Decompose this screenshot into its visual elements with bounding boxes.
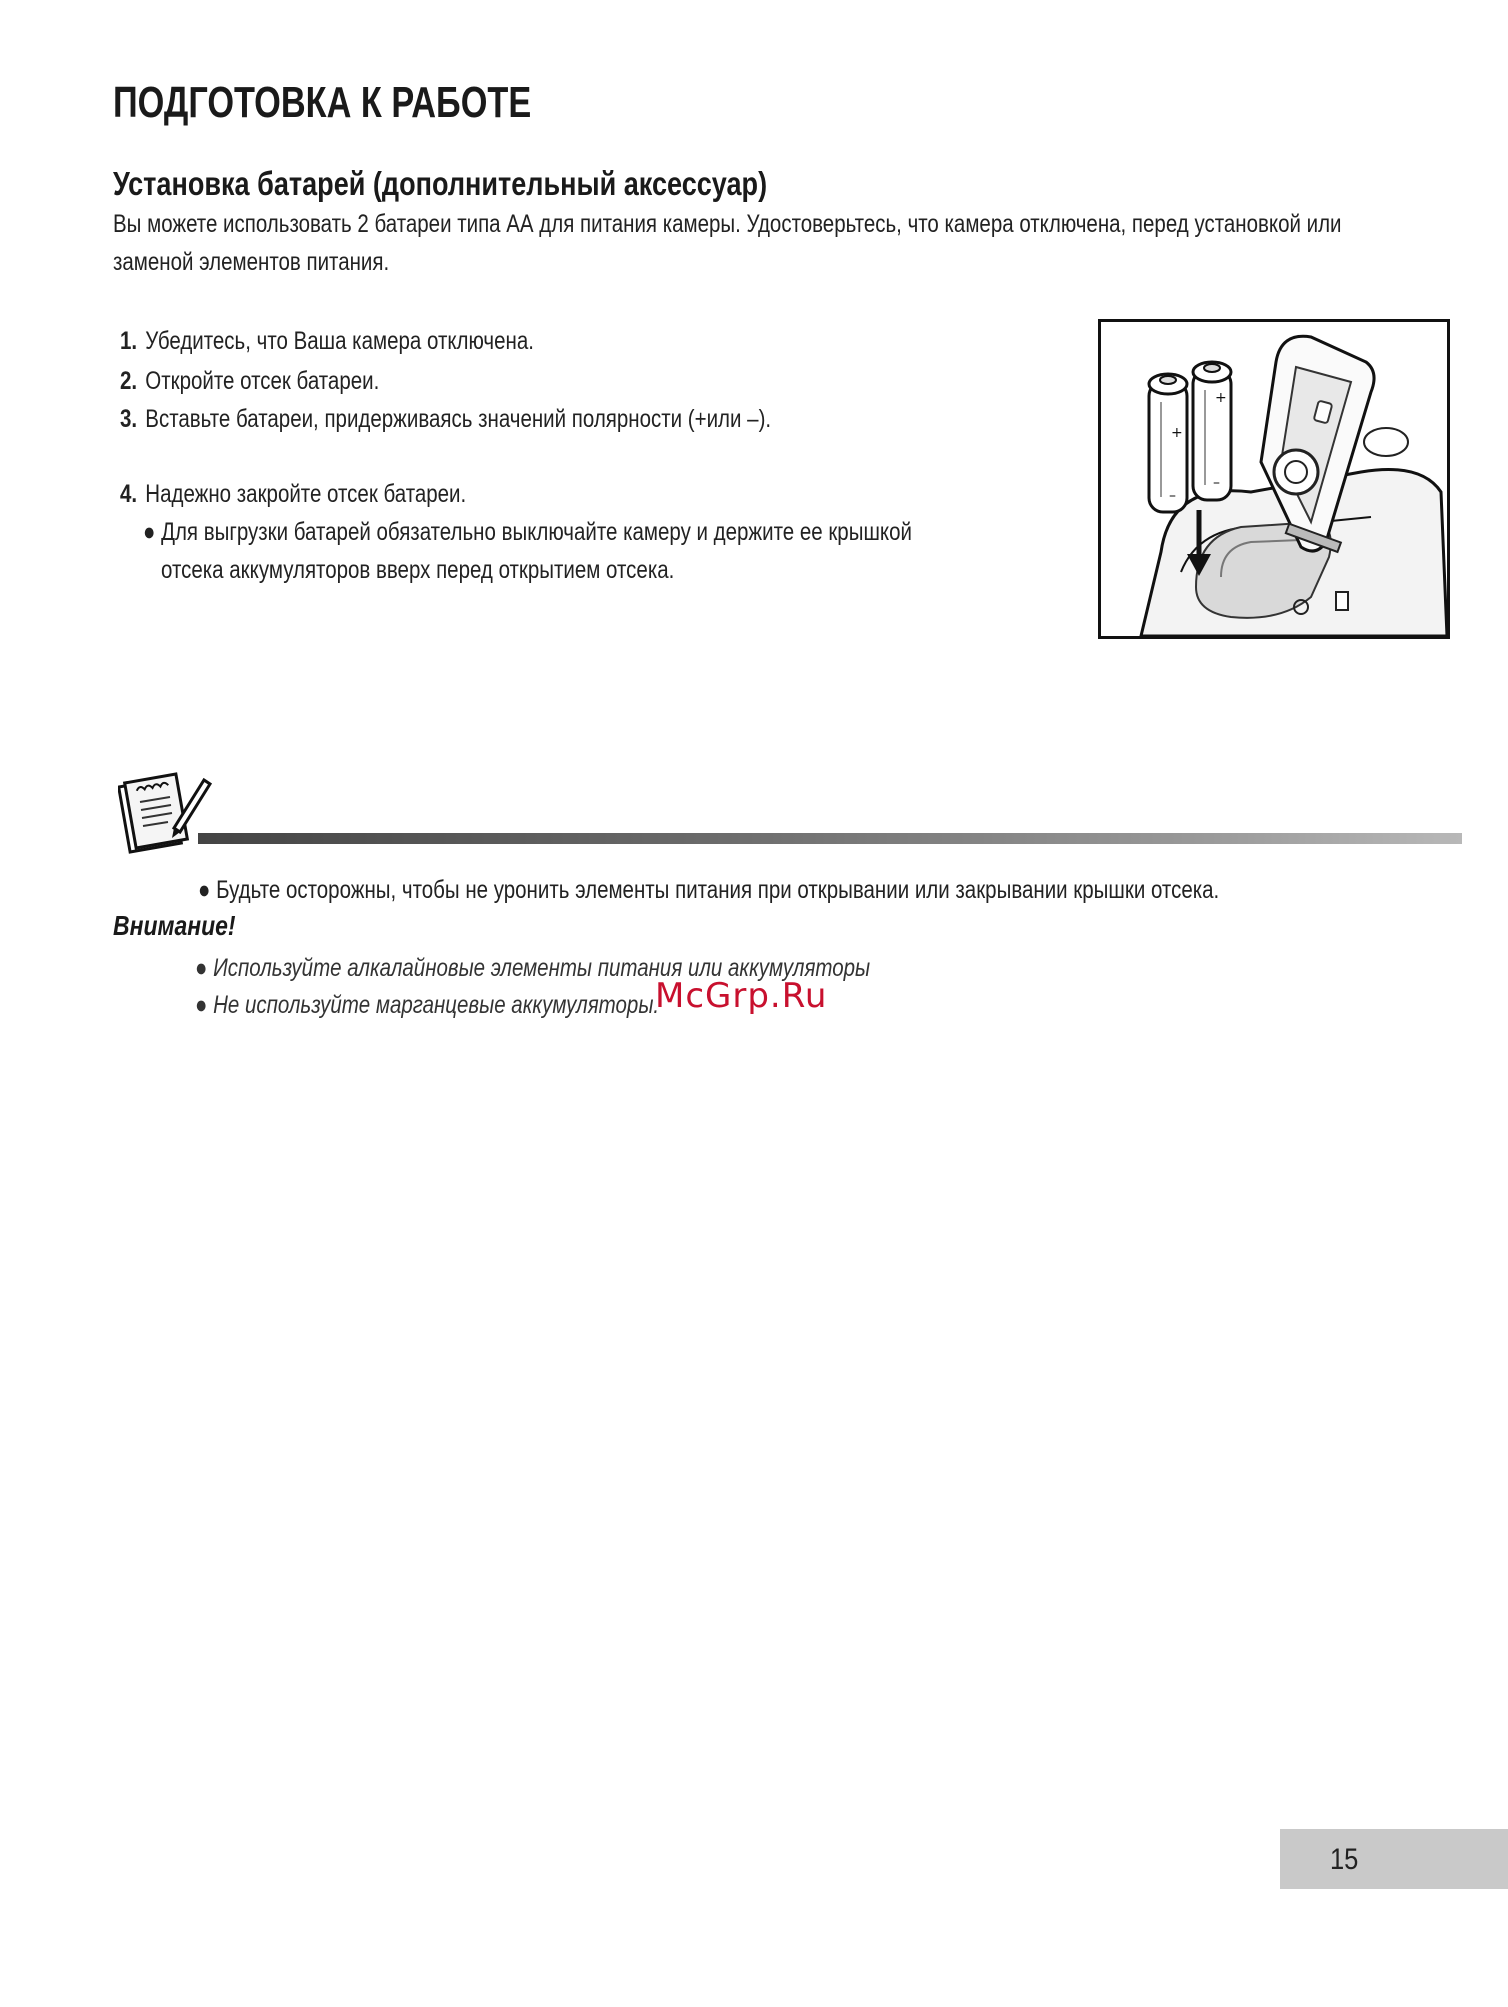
- page-number: 15: [1330, 1843, 1359, 1876]
- page-title: ПОДГОТОВКА К РАБОТЕ: [113, 78, 532, 127]
- svg-text:–: –: [1169, 488, 1176, 504]
- step-3: [120, 405, 771, 434]
- bullet-icon: ●: [195, 991, 208, 1019]
- note-divider: [198, 833, 1462, 844]
- step-text: Надежно закройте отсек батареи.: [145, 480, 467, 508]
- step-text: Откройте отсек батареи.: [145, 367, 380, 395]
- section-title: Установка батарей (дополнительный аксессуар): [113, 165, 768, 202]
- watermark: McGrp.Ru: [655, 976, 828, 1016]
- bullet-icon: ●: [198, 876, 211, 904]
- intro-text-line-1: Вы можете использовать 2 батареи типа АА для питания камеры. Удостоверьтесь, что камера отключена, перед установкой или: [113, 210, 1342, 238]
- step-2: [120, 367, 379, 396]
- bullet-text: Для выгрузки батарей обязательно выключайте камеру и держите ее крышкой: [161, 518, 912, 546]
- bullet-icon: ●: [195, 954, 208, 982]
- step-text: Вставьте батареи, придерживаясь значений полярности (+или –).: [145, 405, 772, 433]
- step-text: Убедитесь, что Ваша камера отключена.: [145, 327, 534, 355]
- intro-text-line-2: заменой элементов питания.: [113, 248, 390, 276]
- page-number-box: [1280, 1829, 1508, 1889]
- battery-insertion-illustration: [1098, 319, 1450, 639]
- warning-title: Внимание!: [113, 910, 236, 941]
- step-number: 4.: [120, 480, 138, 508]
- step-number: 3.: [120, 405, 138, 433]
- step-4-bullet-line-1: [143, 518, 912, 547]
- warning-text: Используйте алкалайновые элементы питания или аккумуляторы: [213, 954, 871, 982]
- step-number: 2.: [120, 367, 138, 395]
- step-1: [120, 327, 534, 356]
- step-4-bullet-line-2: отсека аккумуляторов вверх перед открытием отсека.: [161, 556, 675, 584]
- warning-item: [195, 991, 659, 1020]
- svg-text:+: +: [1215, 390, 1227, 406]
- step-4: [120, 480, 466, 509]
- svg-text:–: –: [1213, 475, 1220, 491]
- step-number: 1.: [120, 327, 138, 355]
- bullet-icon: ●: [143, 518, 156, 546]
- warning-text: Не используйте марганцевые аккумуляторы.: [213, 991, 660, 1019]
- note-text: Будьте осторожны, чтобы не уронить элементы питания при открывании или закрывании крышки отсека.: [216, 876, 1220, 904]
- svg-text:+: +: [1171, 425, 1183, 441]
- notepad-pencil-icon: [118, 768, 214, 860]
- note-item: [198, 876, 1219, 905]
